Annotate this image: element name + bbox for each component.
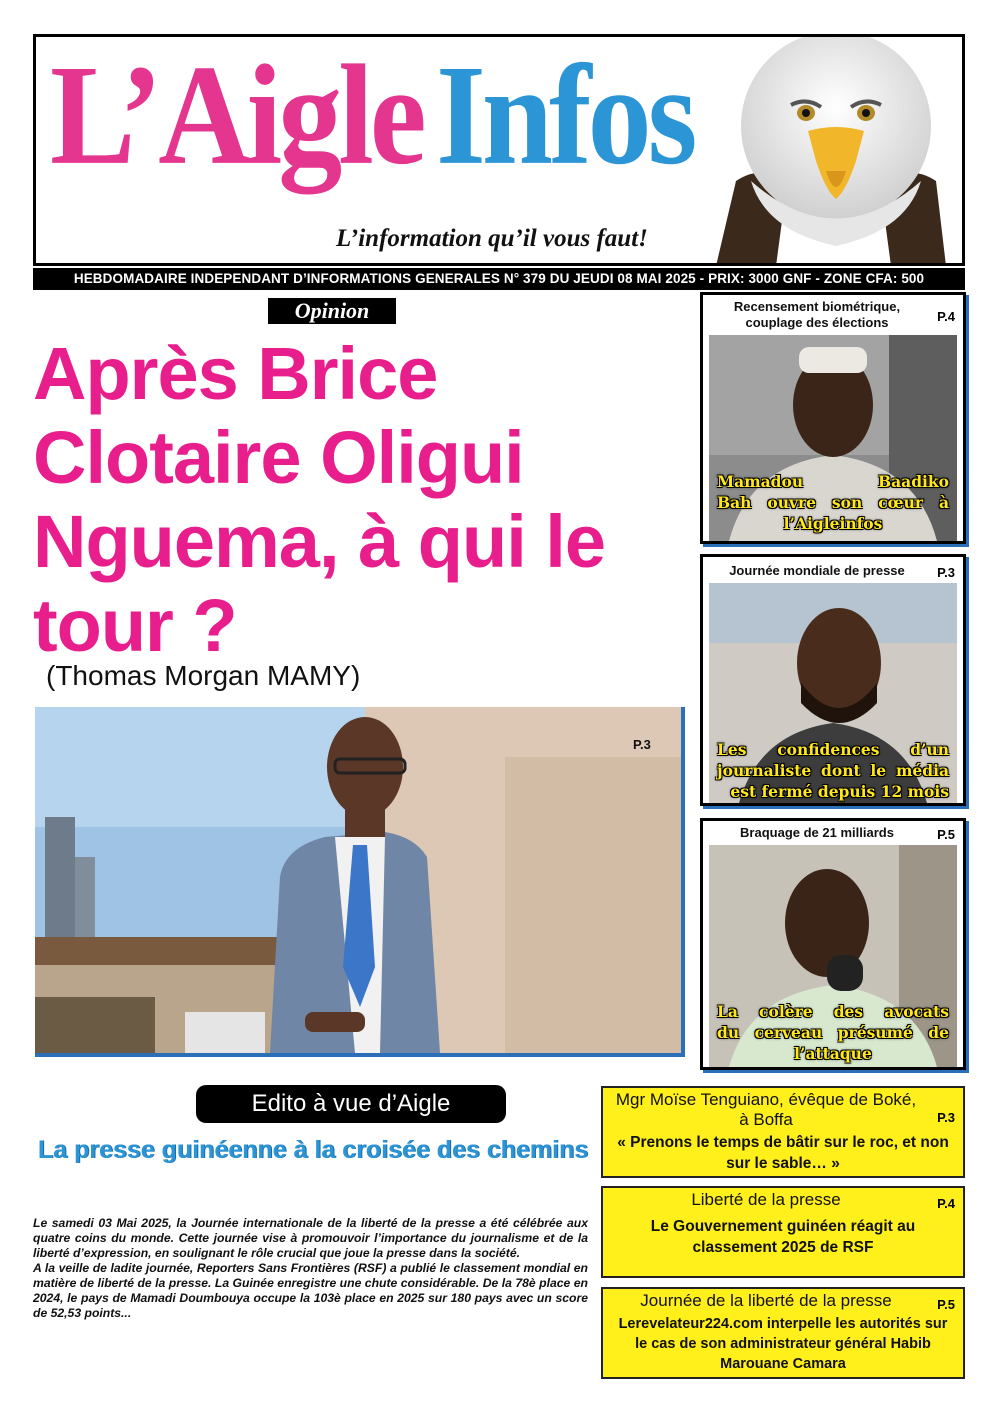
- teaser-kicker: Liberté de la presse: [691, 1190, 841, 1209]
- opinion-label: Opinion: [268, 298, 396, 324]
- issue-info-bar: HEBDOMADAIRE INDEPENDANT D’INFORMATIONS GENERALES N° 379 DU JEUDI 08 MAI 2025 - PRIX: 3000 GNF - ZONE CFA: 500: [33, 268, 965, 290]
- side-story-page-ref: P.4: [937, 309, 955, 324]
- side-story-caption: La colère des avocats du cerveau présumé de l’attaque: [717, 1002, 949, 1063]
- side-story-kicker: Journée mondiale de presse: [729, 563, 905, 578]
- main-photo-illustration: [35, 707, 681, 1053]
- edito-label: Edito à vue d’Aigle: [196, 1085, 506, 1123]
- tagline: L’information qu’il vous faut!: [336, 225, 648, 252]
- teaser-page-ref: P.3: [937, 1110, 955, 1125]
- side-story-robbery: [700, 818, 966, 1070]
- teaser-page-ref: P.4: [937, 1196, 955, 1211]
- side-story-page-ref: P.3: [937, 565, 955, 580]
- teaser-box-bishop: [601, 1086, 965, 1178]
- side-story-kicker: Recensement biométrique, couplage des élections: [733, 299, 901, 330]
- teaser-text: Lerevelateur224.com interpelle les autorités sur le cas de son administrateur général Habib Marouane Camara: [618, 1316, 948, 1372]
- teaser-box-press-freedom: [601, 1186, 965, 1278]
- edito-paragraph: Le samedi 03 Mai 2025, la Journée internationale de la liberté de la presse a été célébrée aux quatre coins du monde. Cette journée vise à promouvoir l’importance du journalisme et de la liberté d’expression, en soulignant le rôle crucial que joue la presse dans la société.: [33, 1216, 588, 1260]
- edito-title: La presse guinéenne à la croisée des chemins: [37, 1136, 589, 1164]
- byline: (Thomas Morgan MAMY): [46, 660, 361, 691]
- teaser-kicker: Journée de la liberté de la presse: [640, 1291, 892, 1310]
- masthead: [33, 34, 965, 266]
- edito-body: [33, 1216, 588, 1321]
- eagle-head-icon: [696, 34, 965, 266]
- side-story-press-day: [700, 554, 966, 806]
- main-photo-page-ref: P.3: [633, 737, 651, 752]
- side-story-census: [700, 292, 966, 544]
- main-photo: [35, 707, 685, 1057]
- teaser-text: Le Gouvernement guinéen réagit au classement 2025 de RSF: [650, 1218, 916, 1256]
- side-story-caption: Mamadou Baadiko Bah ouvre son cœur à l’Aigleinfos: [717, 472, 949, 533]
- side-story-caption: Les confidences d’un journaliste dont le média est fermé depuis 12 mois: [717, 740, 949, 801]
- edito-paragraph: A la veille de ladite journée, Reporters Sans Frontières (RSF) a publié le classement mondial en matière de liberté de la presse. La Guinée enregistre une chute considérable. De la 78è place en 2024, le pays de Mamadi Doumbouya occupe la 103è place en 2025 sur 180 pays avec un score de 52,53 points...: [33, 1261, 588, 1320]
- teaser-page-ref: P.5: [937, 1297, 955, 1312]
- teaser-text: « Prenons le temps de bâtir sur le roc, et non sur le sable… »: [617, 1134, 949, 1172]
- logo-infos-text: Infos: [436, 35, 694, 195]
- logo-aigle-text: L’Aigle: [50, 35, 423, 195]
- side-story-kicker: Braquage de 21 milliards: [740, 825, 894, 840]
- teaser-kicker: Mgr Moïse Tenguiano, évêque de Boké, à Boffa: [615, 1090, 917, 1129]
- main-headline: Après Brice Clotaire Oligui Nguema, à qui le tour ?: [33, 332, 606, 667]
- side-story-page-ref: P.5: [937, 827, 955, 842]
- teaser-box-revelateur: [601, 1287, 965, 1379]
